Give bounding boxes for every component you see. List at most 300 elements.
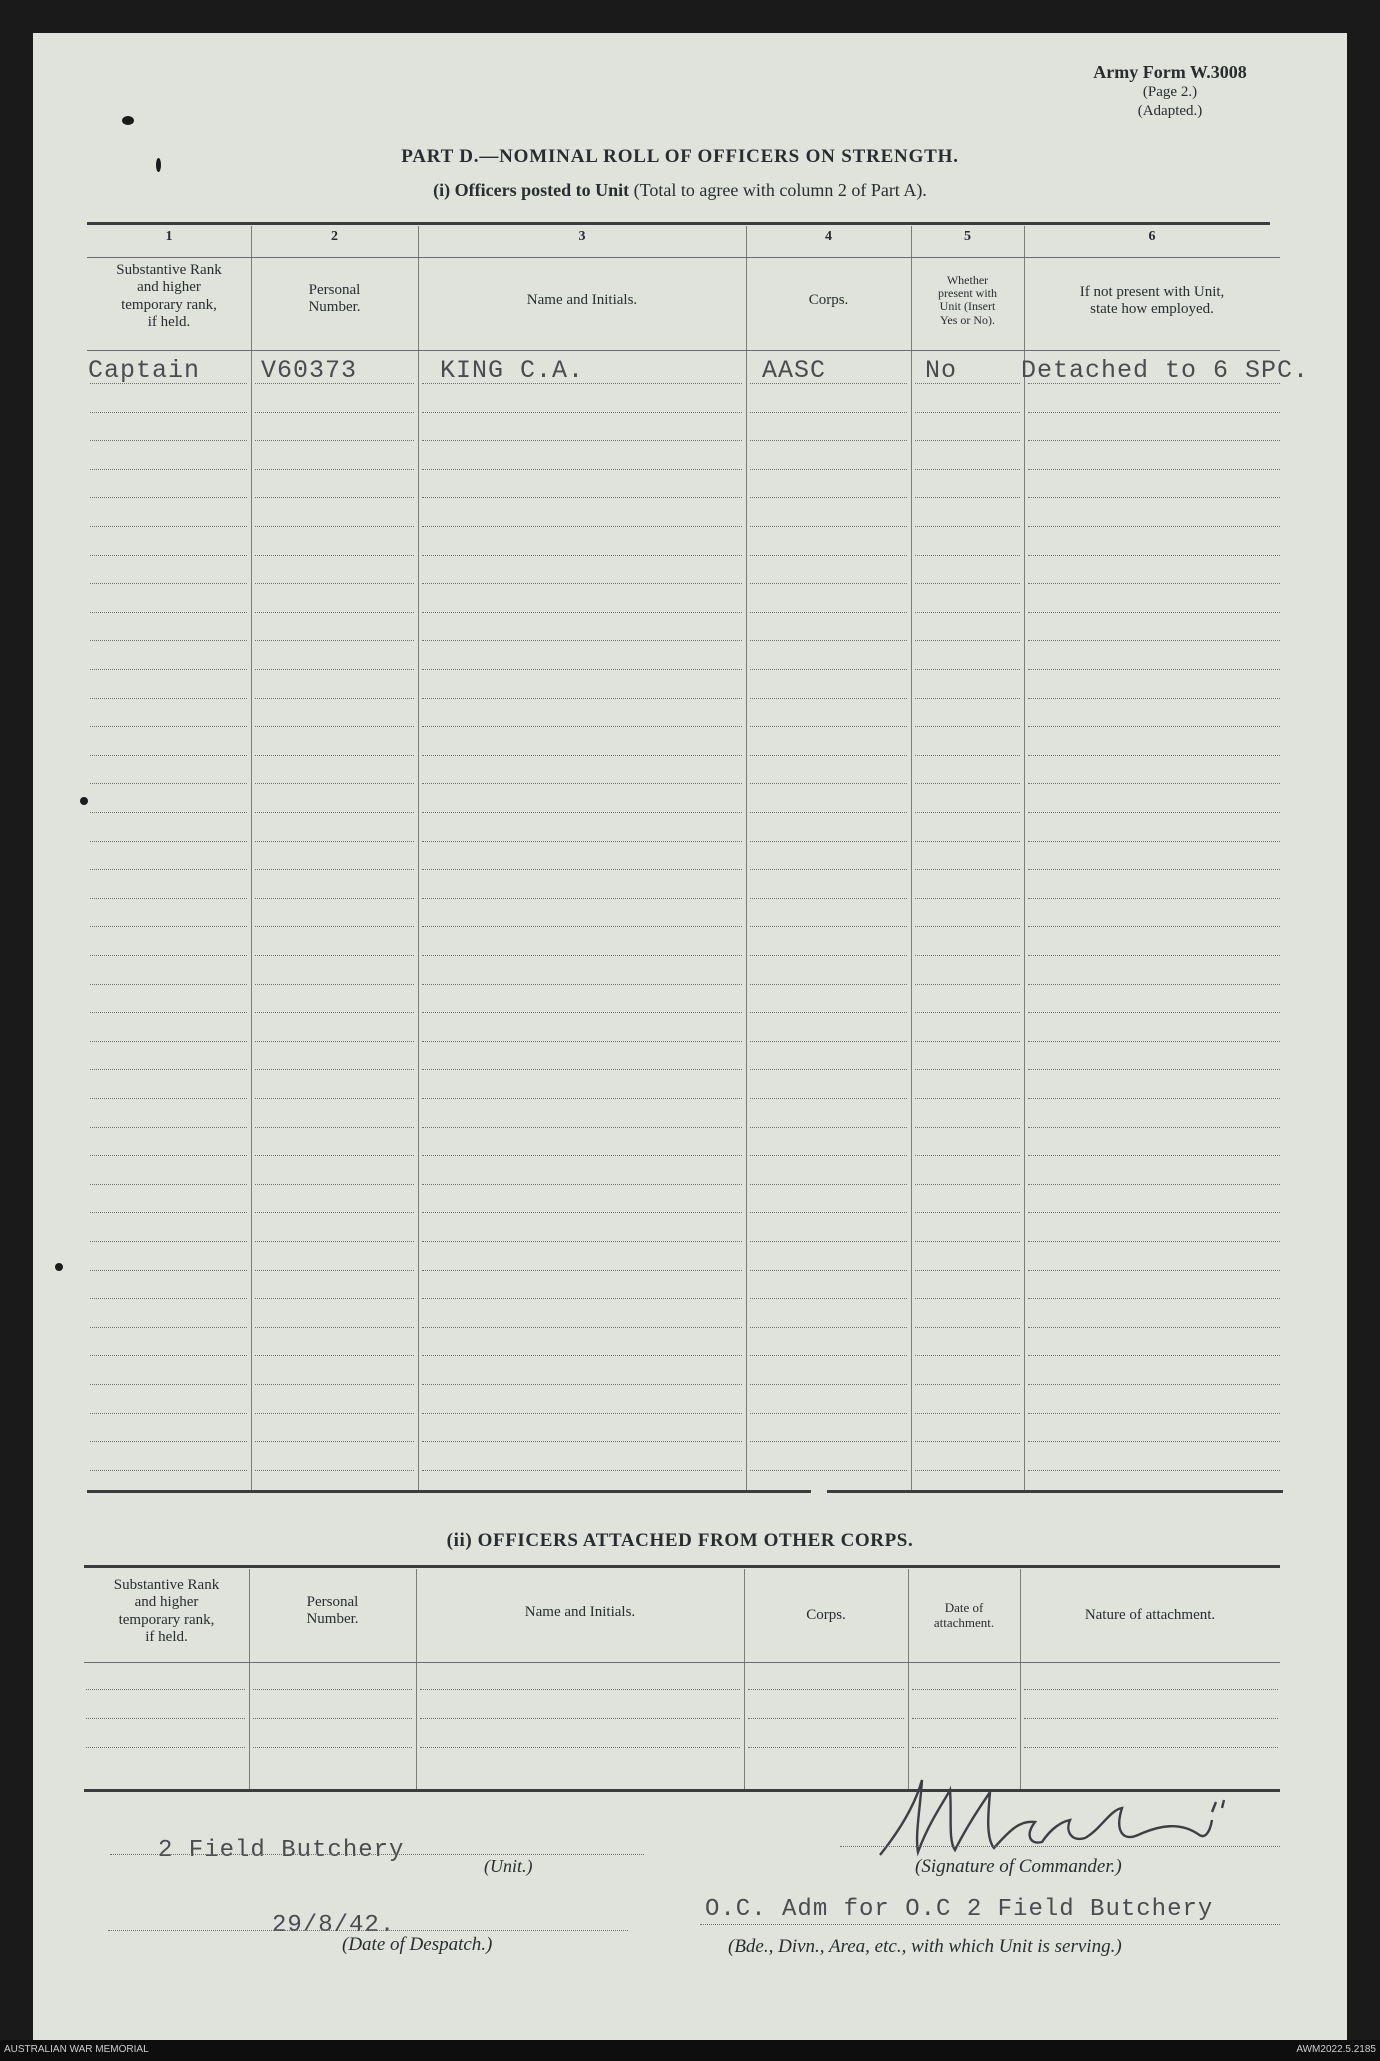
header-nature-attachment: Nature of attachment. [1084, 1607, 1216, 1623]
row-dotted-line [253, 1689, 412, 1690]
row-dotted-line [915, 440, 1020, 441]
row-dotted-line [915, 612, 1020, 613]
row-dotted-line [422, 869, 742, 870]
row-dotted-line [915, 1470, 1020, 1471]
row-dotted-line [255, 526, 414, 527]
row-dotted-line [90, 698, 247, 699]
row-dotted-line [1028, 1270, 1280, 1271]
row-dotted-line [90, 1327, 247, 1328]
unit-value: 2 Field Butchery [158, 1837, 405, 1864]
row-dotted-line [1028, 783, 1280, 784]
row-dotted-line [1028, 984, 1280, 985]
row-dotted-line [90, 1241, 247, 1242]
row-dotted-line [915, 1241, 1020, 1242]
row-dotted-line [90, 469, 247, 470]
row-dotted-line [422, 526, 742, 527]
row-dotted-line [750, 1155, 907, 1156]
row-dotted-line [255, 698, 414, 699]
column-divider [418, 226, 419, 1491]
row-dotted-line [422, 841, 742, 842]
row-dotted-line [1028, 1041, 1280, 1042]
row-dotted-line [422, 612, 742, 613]
archive-reference: AWM2022.5.2185 [1296, 2044, 1376, 2055]
row-dotted-line [1028, 669, 1280, 670]
row-dotted-line [90, 1270, 247, 1271]
row-dotted-line [422, 1098, 742, 1099]
ink-mark [122, 116, 134, 125]
signature-stroke [880, 1780, 1212, 1855]
row-dotted-line [915, 812, 1020, 813]
row-dotted-line [750, 1041, 907, 1042]
row-dotted-line [915, 1069, 1020, 1070]
row-dotted-line [750, 1384, 907, 1385]
row-dotted-line [1024, 1718, 1278, 1719]
row-dotted-line [90, 440, 247, 441]
row-dotted-line [750, 440, 907, 441]
header-corps: Corps. [808, 292, 849, 308]
row-dotted-line [750, 869, 907, 870]
header-rank: Substantive Rank and higher temporary rank, if held. [113, 1577, 220, 1645]
form-title: Army Form W.3008 [1093, 62, 1247, 82]
row-dotted-line [750, 1069, 907, 1070]
row-dotted-line [1028, 440, 1280, 441]
header-rank: Substantive Rank and higher temporary rank, if held. [116, 262, 222, 330]
row-dotted-line [1028, 1127, 1280, 1128]
row-dotted-line [915, 1012, 1020, 1013]
row-dotted-line [750, 926, 907, 927]
row-present: No [925, 356, 958, 385]
row-dotted-line [1028, 1384, 1280, 1385]
row-dotted-line [750, 412, 907, 413]
row-dotted-line [750, 841, 907, 842]
row-dotted-line [422, 1155, 742, 1156]
row-dotted-line [915, 1298, 1020, 1299]
row-dotted-line [90, 984, 247, 985]
row-dotted-line [748, 1747, 904, 1748]
row-dotted-line [90, 1184, 247, 1185]
row-dotted-line [1028, 583, 1280, 584]
table-bottom-rule [87, 1490, 811, 1493]
row-dotted-line [1028, 812, 1280, 813]
row-dotted-line [90, 1413, 247, 1414]
row-dotted-line [422, 726, 742, 727]
row-dotted-line [422, 412, 742, 413]
row-dotted-line [915, 698, 1020, 699]
row-name: KING C.A. [440, 356, 585, 385]
archive-name: AUSTRALIAN WAR MEMORIAL [4, 2044, 149, 2055]
row-dotted-line [255, 412, 414, 413]
row-dotted-line [915, 1384, 1020, 1385]
row-dotted-line [750, 555, 907, 556]
row-dotted-line [750, 1355, 907, 1356]
row-dotted-line [1028, 1069, 1280, 1070]
row-dotted-line [420, 1689, 740, 1690]
ink-mark [156, 158, 161, 172]
row-dotted-line [422, 555, 742, 556]
row-dotted-line [1028, 1241, 1280, 1242]
part-ii-heading: (ii) OFFICERS ATTACHED FROM OTHER CORPS. [446, 1530, 914, 1551]
header-bottom-rule [911, 350, 1024, 351]
column-number: 5 [964, 229, 971, 244]
row-dotted-line [915, 1441, 1020, 1442]
row-dotted-line [422, 898, 742, 899]
row-dotted-line [422, 1041, 742, 1042]
signature-label: (Signature of Commander.) [915, 1856, 1122, 1877]
row-dotted-line [255, 1441, 414, 1442]
row-dotted-line [422, 583, 742, 584]
row-dotted-line [1028, 1098, 1280, 1099]
row-dotted-line [748, 1718, 904, 1719]
row-dotted-line [255, 755, 414, 756]
row-dotted-line [90, 1098, 247, 1099]
header-personal-number: Personal Number. [306, 1594, 359, 1628]
column-number: 1 [165, 229, 173, 244]
row-dotted-line [915, 1270, 1020, 1271]
row-dotted-line [255, 1155, 414, 1156]
row-dotted-line [750, 726, 907, 727]
row-dotted-line [915, 898, 1020, 899]
row-dotted-line [255, 783, 414, 784]
column-divider [251, 226, 252, 1491]
form-adapted-note: (Adapted.) [1137, 103, 1203, 119]
row-dotted-line [90, 526, 247, 527]
row-dotted-line [90, 726, 247, 727]
row-dotted-line [912, 1689, 1016, 1690]
row-dotted-line [255, 669, 414, 670]
row-dotted-line [90, 869, 247, 870]
row-dotted-line [750, 1413, 907, 1414]
row-dotted-line [422, 383, 742, 384]
serving-label: (Bde., Divn., Area, etc., with which Unit is serving.) [728, 1936, 1122, 1957]
row-dotted-line [255, 1098, 414, 1099]
column-divider [416, 1569, 417, 1789]
ink-mark [80, 797, 88, 805]
row-dotted-line [1028, 612, 1280, 613]
row-dotted-line [915, 412, 1020, 413]
row-dotted-line [255, 640, 414, 641]
row-dotted-line [86, 1747, 245, 1748]
row-dotted-line [750, 755, 907, 756]
header-present: Whether present with Unit (Insert Yes or No). [938, 273, 997, 327]
row-dotted-line [255, 555, 414, 556]
row-dotted-line [253, 1718, 412, 1719]
row-dotted-line [750, 1470, 907, 1471]
row-dotted-line [750, 383, 907, 384]
column-number: 2 [331, 229, 338, 244]
row-dotted-line [422, 1441, 742, 1442]
row-dotted-line [90, 1441, 247, 1442]
row-dotted-line [90, 926, 247, 927]
row-dotted-line [255, 812, 414, 813]
row-dotted-line [915, 640, 1020, 641]
row-dotted-line [750, 783, 907, 784]
row-dotted-line [255, 1270, 414, 1271]
row-dotted-line [1028, 469, 1280, 470]
row-dotted-line [255, 1184, 414, 1185]
row-dotted-line [1028, 755, 1280, 756]
row-dotted-line [90, 1155, 247, 1156]
row-dotted-line [422, 1069, 742, 1070]
row-dotted-line [1028, 898, 1280, 899]
row-dotted-line [915, 726, 1020, 727]
row-dotted-line [750, 1184, 907, 1185]
row-dotted-line [750, 698, 907, 699]
column-divider [911, 226, 912, 1491]
row-dotted-line [90, 640, 247, 641]
row-rank: Captain [88, 356, 201, 385]
row-dotted-line [90, 1212, 247, 1213]
header-bottom-rule [416, 1662, 744, 1663]
despatch-date-label: (Date of Despatch.) [342, 1934, 493, 1955]
row-dotted-line [915, 383, 1020, 384]
row-dotted-line [422, 1327, 742, 1328]
row-dotted-line [750, 469, 907, 470]
row-dotted-line [255, 440, 414, 441]
row-dotted-line [90, 955, 247, 956]
header-bottom-rule [744, 1662, 908, 1663]
row-dotted-line [750, 612, 907, 613]
row-personal-number: V60373 [261, 356, 358, 385]
form-page [33, 33, 1347, 2040]
row-dotted-line [1028, 726, 1280, 727]
row-dotted-line [750, 1298, 907, 1299]
header-bottom-rule [249, 1662, 416, 1663]
row-dotted-line [255, 612, 414, 613]
column-divider [746, 226, 747, 1491]
row-dotted-line [90, 383, 247, 384]
serving-value: O.C. Adm for O.C 2 Field Butchery [705, 1896, 1214, 1923]
row-dotted-line [1028, 869, 1280, 870]
row-dotted-line [915, 926, 1020, 927]
row-dotted-line [915, 1413, 1020, 1414]
row-dotted-line [750, 1212, 907, 1213]
header-bottom-rule [84, 1662, 249, 1663]
header-personal-number: Personal Number. [308, 282, 361, 316]
row-dotted-line [422, 469, 742, 470]
row-dotted-line [422, 440, 742, 441]
row-dotted-line [90, 1355, 247, 1356]
row-dotted-line [422, 1298, 742, 1299]
part-d-subheading-bold: (i) Officers posted to Unit [433, 180, 630, 200]
row-dotted-line [255, 1127, 414, 1128]
row-dotted-line [255, 1298, 414, 1299]
row-dotted-line [915, 755, 1020, 756]
header-rule [87, 257, 1280, 258]
row-dotted-line [1028, 926, 1280, 927]
part-d-heading: PART D.—NOMINAL ROLL OF OFFICERS ON STRENGTH. [401, 146, 959, 167]
row-dotted-line [1028, 555, 1280, 556]
row-dotted-line [255, 1413, 414, 1414]
row-dotted-line [90, 1298, 247, 1299]
row-dotted-line [1028, 1327, 1280, 1328]
row-dotted-line [1024, 1689, 1278, 1690]
row-dotted-line [86, 1718, 245, 1719]
row-dotted-line [1028, 1298, 1280, 1299]
row-dotted-line [255, 1041, 414, 1042]
row-dotted-line [255, 497, 414, 498]
row-dotted-line [1028, 955, 1280, 956]
column-divider [1024, 226, 1025, 1491]
part-d-subheading-rest: (Total to agree with column 2 of Part A). [633, 180, 927, 200]
row-dotted-line [255, 1327, 414, 1328]
unit-line [110, 1854, 644, 1855]
row-corps: AASC [762, 356, 827, 385]
row-dotted-line [90, 612, 247, 613]
row-dotted-line [750, 669, 907, 670]
row-dotted-line [915, 1155, 1020, 1156]
row-dotted-line [915, 869, 1020, 870]
header-bottom-rule [1020, 1662, 1280, 1663]
row-dotted-line [255, 383, 414, 384]
table-top-rule [84, 1565, 1280, 1568]
row-dotted-line [422, 497, 742, 498]
row-dotted-line [90, 669, 247, 670]
header-bottom-rule [251, 350, 418, 351]
row-dotted-line [422, 1184, 742, 1185]
row-dotted-line [422, 1413, 742, 1414]
row-dotted-line [255, 1069, 414, 1070]
row-dotted-line [750, 497, 907, 498]
row-dotted-line [915, 669, 1020, 670]
column-divider [744, 1569, 745, 1789]
row-dotted-line [1028, 1155, 1280, 1156]
row-dotted-line [255, 469, 414, 470]
row-dotted-line [1028, 1355, 1280, 1356]
row-dotted-line [422, 1355, 742, 1356]
row-dotted-line [750, 1327, 907, 1328]
row-dotted-line [255, 1384, 414, 1385]
row-dotted-line [1028, 1470, 1280, 1471]
row-dotted-line [422, 984, 742, 985]
row-employment: Detached to 6 SPC. [1021, 356, 1310, 385]
row-dotted-line [255, 955, 414, 956]
row-dotted-line [915, 841, 1020, 842]
row-dotted-line [90, 497, 247, 498]
header-name: Name and Initials. [524, 1604, 636, 1620]
row-dotted-line [422, 1212, 742, 1213]
row-dotted-line [1028, 1012, 1280, 1013]
row-dotted-line [1028, 412, 1280, 413]
row-dotted-line [750, 984, 907, 985]
row-dotted-line [90, 1012, 247, 1013]
row-dotted-line [90, 755, 247, 756]
row-dotted-line [750, 583, 907, 584]
row-dotted-line [915, 1098, 1020, 1099]
row-dotted-line [86, 1689, 245, 1690]
row-dotted-line [90, 583, 247, 584]
row-dotted-line [255, 1212, 414, 1213]
row-dotted-line [915, 1355, 1020, 1356]
row-dotted-line [1028, 1184, 1280, 1185]
column-number: 6 [1148, 229, 1156, 244]
row-dotted-line [915, 1184, 1020, 1185]
row-dotted-line [422, 1012, 742, 1013]
row-dotted-line [750, 898, 907, 899]
row-dotted-line [253, 1747, 412, 1748]
row-dotted-line [255, 1470, 414, 1471]
row-dotted-line [90, 1069, 247, 1070]
row-dotted-line [255, 1355, 414, 1356]
row-dotted-line [915, 1327, 1020, 1328]
row-dotted-line [422, 783, 742, 784]
row-dotted-line [1028, 1441, 1280, 1442]
row-dotted-line [90, 1470, 247, 1471]
table-top-rule [87, 222, 1270, 225]
row-dotted-line [1028, 383, 1280, 384]
signature-line [840, 1846, 1280, 1847]
row-dotted-line [915, 497, 1020, 498]
signature-stroke [1212, 1800, 1224, 1812]
commander-signature [860, 1760, 1280, 1870]
row-dotted-line [422, 1470, 742, 1471]
form-page-number: (Page 2.) [1142, 84, 1198, 100]
row-dotted-line [255, 926, 414, 927]
row-dotted-line [750, 955, 907, 956]
header-bottom-rule [87, 350, 251, 351]
row-dotted-line [915, 1212, 1020, 1213]
row-dotted-line [420, 1718, 740, 1719]
row-dotted-line [422, 1127, 742, 1128]
despatch-date-value: 29/8/42. [272, 1912, 396, 1939]
row-dotted-line [750, 1441, 907, 1442]
row-dotted-line [255, 1241, 414, 1242]
row-dotted-line [1028, 698, 1280, 699]
row-dotted-line [255, 1012, 414, 1013]
row-dotted-line [915, 469, 1020, 470]
row-dotted-line [90, 898, 247, 899]
row-dotted-line [750, 1127, 907, 1128]
row-dotted-line [915, 783, 1020, 784]
row-dotted-line [750, 1098, 907, 1099]
serving-line [700, 1924, 1280, 1925]
row-dotted-line [422, 755, 742, 756]
row-dotted-line [1024, 1747, 1278, 1748]
column-number: 3 [578, 229, 586, 244]
row-dotted-line [1028, 1413, 1280, 1414]
row-dotted-line [1028, 526, 1280, 527]
row-dotted-line [422, 640, 742, 641]
row-dotted-line [422, 1384, 742, 1385]
row-dotted-line [90, 412, 247, 413]
row-dotted-line [422, 955, 742, 956]
header-corps: Corps. [806, 1607, 846, 1623]
header-bottom-rule [908, 1662, 1020, 1663]
row-dotted-line [912, 1718, 1016, 1719]
row-dotted-line [1028, 1212, 1280, 1213]
row-dotted-line [420, 1747, 740, 1748]
row-dotted-line [422, 698, 742, 699]
header-date-attachment: Date of attachment. [933, 1600, 995, 1630]
row-dotted-line [1028, 640, 1280, 641]
row-dotted-line [915, 1127, 1020, 1128]
header-bottom-rule [746, 350, 911, 351]
row-dotted-line [255, 841, 414, 842]
row-dotted-line [255, 583, 414, 584]
row-dotted-line [422, 1241, 742, 1242]
row-dotted-line [748, 1689, 904, 1690]
column-divider [1020, 1569, 1021, 1789]
unit-label: (Unit.) [484, 1856, 533, 1876]
date-line [108, 1930, 628, 1931]
row-dotted-line [422, 812, 742, 813]
row-dotted-line [915, 1041, 1020, 1042]
row-dotted-line [915, 526, 1020, 527]
row-dotted-line [90, 1384, 247, 1385]
row-dotted-line [750, 1012, 907, 1013]
archive-footer [0, 2040, 1380, 2061]
row-dotted-line [1028, 497, 1280, 498]
header-employment: If not present with Unit, state how employed. [1079, 284, 1225, 318]
